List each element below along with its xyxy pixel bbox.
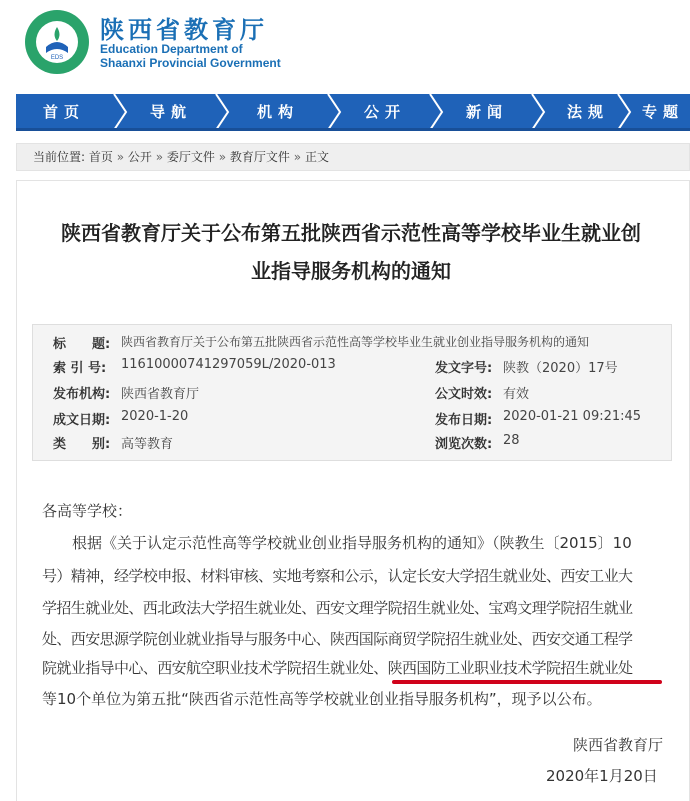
meta-written-value: 2020-1-20 bbox=[121, 409, 189, 424]
article-title-line1: 陕西省教育厅关于公布第五批陕西省示范性高等学校毕业生就业创 bbox=[61, 221, 641, 245]
nav-item-news[interactable]: 新闻 bbox=[465, 103, 508, 121]
nav-item-agencies[interactable]: 机构 bbox=[256, 103, 299, 121]
meta-published-label: 发布日期: bbox=[435, 413, 493, 428]
breadcrumb-public[interactable]: 公开 bbox=[127, 150, 152, 164]
meta-title-label: 标 题: bbox=[53, 337, 111, 352]
meta-views-value: 28 bbox=[503, 433, 520, 448]
site-name-en-line1: Education Department of bbox=[100, 42, 243, 56]
body-line-4: 处、西安思源学院创业就业指导与服务中心、陕西国际商贸学院招生就业处、西安交通工程学 bbox=[42, 630, 633, 648]
nav-item-regulations[interactable]: 法规 bbox=[566, 103, 609, 121]
nav-separator bbox=[326, 94, 342, 130]
body-date: 2020年1月20日 bbox=[546, 767, 658, 785]
document-meta-box bbox=[32, 324, 672, 461]
meta-doc-no-label: 发文字号: bbox=[435, 361, 493, 376]
nav-item-topics[interactable]: 专题 bbox=[642, 103, 685, 121]
body-line-1: 根据《关于认定示范性高等学校就业创业指导服务机构的通知》（陕教生〔2015〕10 bbox=[72, 534, 632, 552]
breadcrumb-separator: » bbox=[218, 150, 227, 164]
site-name-cn: 陕西省教育厅 bbox=[100, 16, 268, 44]
body-line-2: 号）精神，经学校申报、材料审核、实地考察和公示，认定长安大学招生就业处、西安工业大 bbox=[42, 567, 633, 585]
nav-separator bbox=[616, 94, 632, 130]
meta-published-value: 2020-01-21 09:21:45 bbox=[503, 409, 642, 424]
meta-title-value: 陕西省教育厅关于公布第五批陕西省示范性高等学校毕业生就业创业指导服务机构的通知 bbox=[121, 335, 590, 349]
body-signature: 陕西省教育厅 bbox=[573, 736, 664, 754]
meta-issuer-label: 发布机构: bbox=[53, 387, 111, 402]
breadcrumb-department-files[interactable]: 教育厅文件 bbox=[229, 150, 290, 164]
meta-validity-value: 有效 bbox=[503, 387, 530, 402]
body-line-6: 等10个单位为第五批“陕西省示范性高等学校就业创业指导服务机构”，现予以公布。 bbox=[42, 690, 602, 708]
meta-issuer-value: 陕西省教育厅 bbox=[121, 387, 200, 402]
nav-separator bbox=[214, 94, 230, 130]
breadcrumb-separator: » bbox=[293, 150, 302, 164]
body-line-3: 学招生就业处、西北政法大学招生就业处、西安文理学院招生就业处、宝鸡文理学院招生就业 bbox=[42, 599, 633, 617]
nav-separator bbox=[112, 94, 128, 130]
nav-item-guide[interactable]: 导航 bbox=[149, 103, 192, 121]
meta-validity-label: 公文时效: bbox=[435, 387, 493, 402]
meta-written-label: 成文日期: bbox=[53, 413, 111, 428]
nav-separator bbox=[530, 94, 546, 130]
breadcrumb-committee-files[interactable]: 委厅文件 bbox=[166, 150, 215, 164]
body-salutation: 各高等学校： bbox=[42, 502, 133, 520]
meta-category-label: 类 别: bbox=[53, 437, 111, 452]
body-line-5: 院就业指导中心、西安航空职业技术学院招生就业处、陕西国防工业职业技术学院招生就业处 bbox=[42, 659, 633, 677]
breadcrumb-separator: » bbox=[116, 150, 125, 164]
breadcrumb-home[interactable]: 首页 bbox=[88, 150, 113, 164]
meta-index-value: 11610000741297059L/2020-013 bbox=[121, 357, 336, 372]
main-nav bbox=[16, 94, 690, 130]
breadcrumb-prefix: 当前位置: bbox=[33, 150, 86, 164]
article-title-line2: 业指导服务机构的通知 bbox=[251, 259, 451, 283]
nav-separator bbox=[428, 94, 444, 130]
logo-center-text: EDS bbox=[50, 55, 64, 61]
nav-item-public[interactable]: 公开 bbox=[363, 103, 406, 121]
nav-item-home[interactable]: 首页 bbox=[42, 103, 85, 121]
breadcrumb-current: 正文 bbox=[304, 150, 329, 164]
site-logo[interactable] bbox=[24, 9, 90, 75]
breadcrumb-separator: » bbox=[155, 150, 164, 164]
article-title bbox=[26, 214, 676, 290]
meta-category-value: 高等教育 bbox=[121, 437, 174, 452]
meta-views-label: 浏览次数: bbox=[435, 437, 493, 452]
breadcrumb bbox=[16, 143, 690, 171]
meta-index-label: 索 引 号: bbox=[53, 361, 107, 376]
site-name-en-line2: Shaanxi Provincial Government bbox=[100, 56, 281, 70]
meta-doc-no-value: 陕教（2020）17号 bbox=[503, 361, 618, 376]
highlight-underline bbox=[392, 680, 662, 684]
nav-underline bbox=[16, 128, 690, 131]
